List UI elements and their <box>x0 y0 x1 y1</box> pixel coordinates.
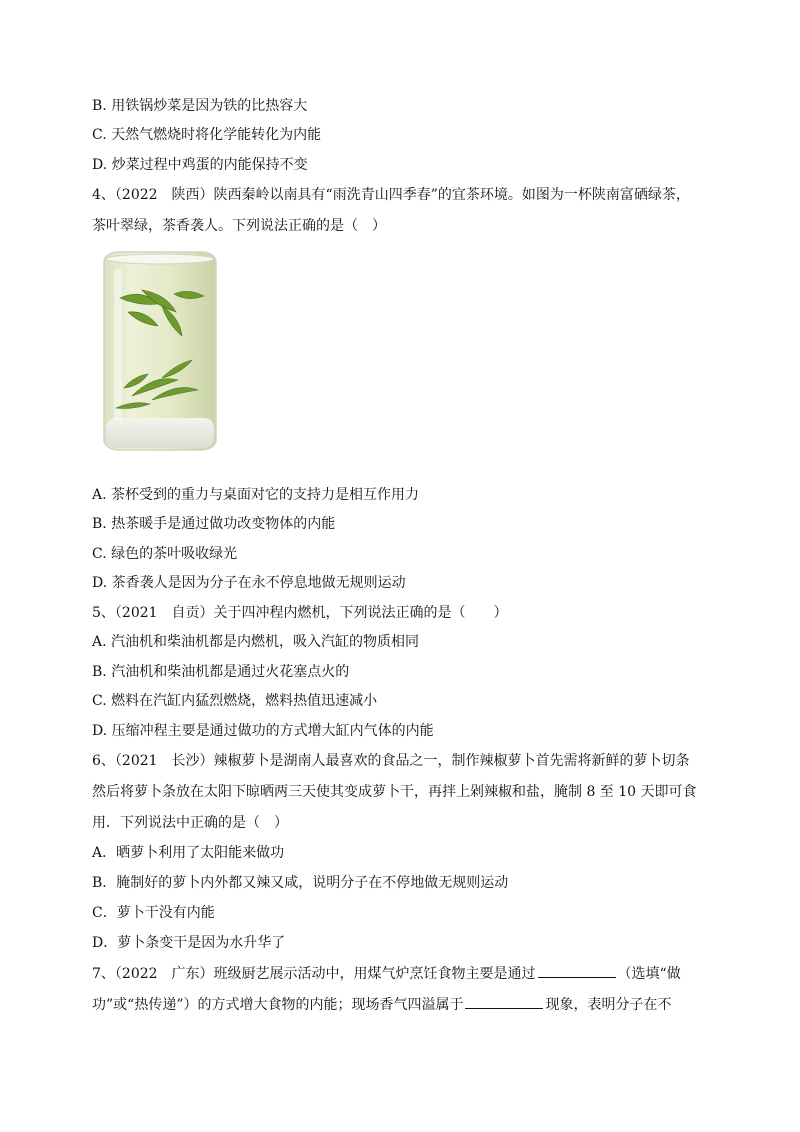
q5-stem: 5、（2021 自贡）关于四冲程内燃机，下列说法正确的是（ ） <box>92 605 508 621</box>
q4-option-d: D. 茶香袭人是因为分子在永不停息地做无规则运动 <box>92 575 406 591</box>
q6-stem-line3: 用．下列说法中正确的是（ ） <box>92 815 288 831</box>
q6-stem-line2: 然后将萝卜条放在太阳下晾晒两三天使其变成萝卜干，再拌上剁辣椒和盐，腌制 8 至 10 天即可食 <box>92 784 697 800</box>
glass-of-green-tea-icon <box>102 250 218 462</box>
q7-line1-text-before-blank: 7、（2022 广东）班级厨艺展示活动中，用煤气炉烹饪食物主要是通过 <box>92 966 536 982</box>
q4-stem-line2: 茶叶翠绿，茶香袭人。下列说法正确的是（ ） <box>92 218 386 234</box>
q7-line1 <box>92 963 681 984</box>
q4-option-b: B. 热茶暖手是通过做功改变物体的内能 <box>92 516 336 532</box>
q6-option-c: C．萝卜干没有内能 <box>92 905 215 921</box>
q7-line2-text-after-blank: 现象，表明分子在不 <box>545 997 672 1013</box>
q6-option-b: B．腌制好的萝卜内外都又辣又咸，说明分子在不停地做无规则运动 <box>92 875 509 891</box>
q4-stem-line1: 4、（2022 陕西）陕西秦岭以南具有“雨洗青山四季春”的宜茶环境。如图为一杯陕南富硒绿茶， <box>92 187 690 203</box>
q5-option-c: C. 燃料在汽缸内猛烈燃烧，燃料热值迅速减小 <box>92 693 378 709</box>
q4-option-a: A. 茶杯受到的重力与桌面对它的支持力是相互作用力 <box>92 487 420 503</box>
tea-glass-image <box>102 250 218 462</box>
q6-stem-line1: 6、（2021 长沙）辣椒萝卜是湖南人最喜欢的食品之一，制作辣椒萝卜首先需将新鲜的萝卜切条 <box>92 753 690 769</box>
q7-line1-text-after-blank: （选填“做 <box>617 966 681 982</box>
q5-option-d: D. 压缩冲程主要是通过做功的方式增大缸内气体的内能 <box>92 723 434 739</box>
q5-option-b: B. 汽油机和柴油机都是通过火花塞点火的 <box>92 664 350 680</box>
q3-option-c: C. 天然气燃烧时将化学能转化为内能 <box>92 127 322 143</box>
q7-line2 <box>92 994 671 1015</box>
answer-blank-1[interactable] <box>538 963 616 978</box>
q4-option-c: C. 绿色的茶叶吸收绿光 <box>92 546 238 562</box>
q3-option-b: B. 用铁锅炒菜是因为铁的比热容大 <box>92 98 308 114</box>
q3-option-d: D. 炒菜过程中鸡蛋的内能保持不变 <box>92 157 308 173</box>
q5-option-a: A. 汽油机和柴油机都是内燃机，吸入汽缸的物质相同 <box>92 634 420 650</box>
q7-line2-text-before-blank: 功”或“热传递”）的方式增大食物的内能；现场香气四溢属于 <box>92 997 464 1013</box>
q6-option-d: D．萝卜条变干是因为水升华了 <box>92 935 286 951</box>
answer-blank-2[interactable] <box>465 994 543 1009</box>
q6-option-a: A．晒萝卜利用了太阳能来做功 <box>92 845 285 861</box>
